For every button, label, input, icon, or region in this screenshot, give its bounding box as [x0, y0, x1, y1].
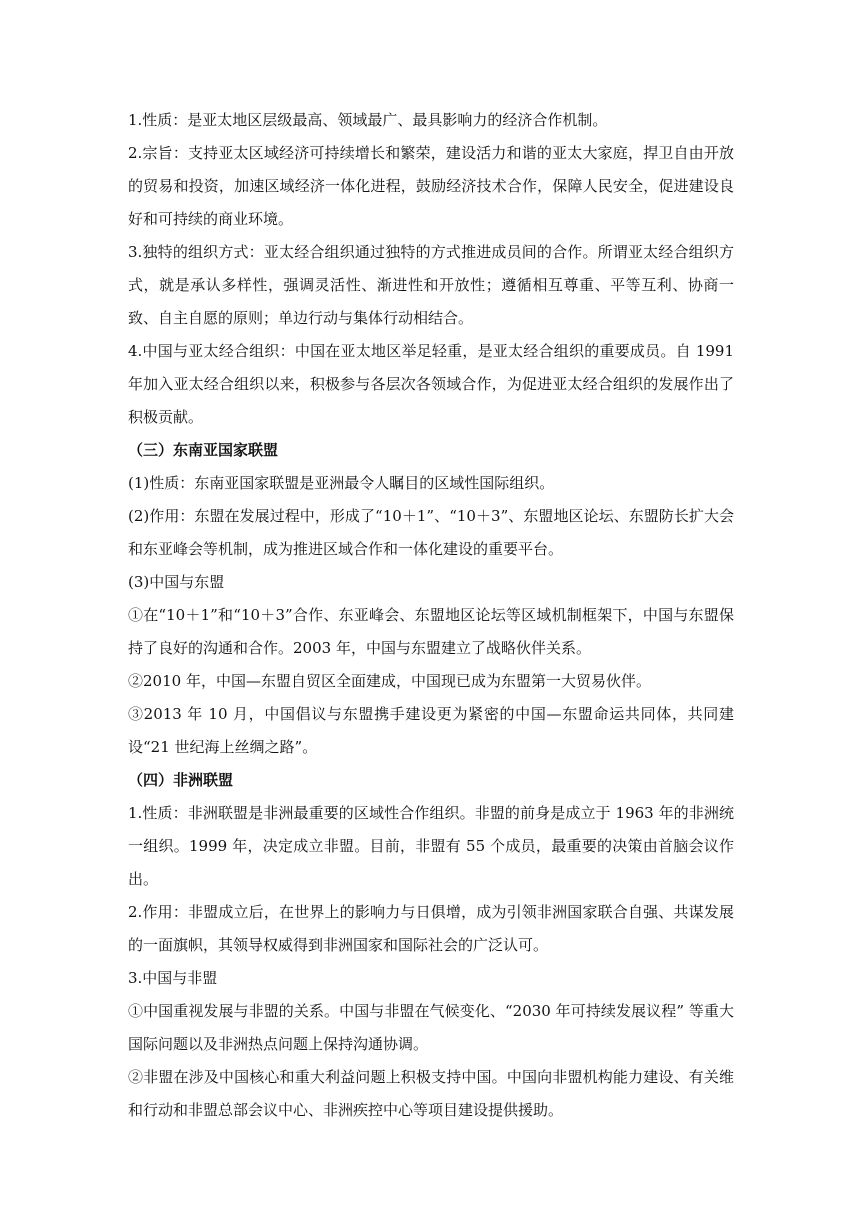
- asean-china-subheading: (3)中国与东盟: [128, 573, 225, 591]
- apec-china-paragraph: 4.中国与亚太经合组织：中国在亚太地区举足轻重，是亚太经合组织的重要成员。自 1991 年加入亚太经合组织以来，积极参与各层次各领域合作，为促进亚太经合组织的发展作出了积极贡献。: [128, 342, 734, 426]
- asean-heading: （三）东南亚国家联盟: [128, 441, 279, 459]
- asean-china-item-2: ②2010 年，中国—东盟自贸区全面建成，中国现已成为东盟第一大贸易伙伴。: [128, 672, 651, 690]
- au-heading: （四）非洲联盟: [128, 771, 234, 789]
- asean-nature-paragraph: (1)性质：东南亚国家联盟是亚洲最令人瞩目的区域性国际组织。: [128, 474, 555, 492]
- au-china-subheading: 3.中国与非盟: [128, 969, 218, 987]
- apec-nature-paragraph: 1.性质：是亚太地区层级最高、领域最广、最具影响力的经济合作机制。: [128, 111, 608, 129]
- au-nature-paragraph: 1.性质：非洲联盟是非洲最重要的区域性合作组织。非盟的前身是成立于 1963 年的非洲统一组织。1999 年，决定成立非盟。目前，非盟有 55 个成员，最重要的决策由首脑会议作出。: [128, 804, 734, 888]
- apec-approach-paragraph: 3.独特的组织方式：亚太经合组织通过独特的方式推进成员间的合作。所谓亚太经合组织方式，就是承认多样性，强调灵活性、渐进性和开放性；遵循相互尊重、平等互利、协商一致、自主自愿的原则；单边行动与集体行动相结合。: [128, 243, 734, 327]
- asean-role-paragraph: (2)作用：东盟在发展过程中，形成了“10＋1”、“10＋3”、东盟地区论坛、东盟防长扩大会和东亚峰会等机制，成为推进区域合作和一体化建设的重要平台。: [128, 507, 734, 558]
- au-role-paragraph: 2.作用：非盟成立后，在世界上的影响力与日俱增，成为引领非洲国家联合自强、共谋发展的一面旗帜，其领导权威得到非洲国家和国际社会的广泛认可。: [128, 903, 734, 954]
- au-china-item-2: ②非盟在涉及中国核心和重大利益问题上积极支持中国。中国向非盟机构能力建设、有关维和行动和非盟总部会议中心、非洲疾控中心等项目建设提供援助。: [128, 1068, 734, 1119]
- document-body: [128, 104, 734, 1127]
- apec-purpose-paragraph: 2.宗旨：支持亚太区域经济可持续增长和繁荣，建设活力和谐的亚太大家庭，捍卫自由开放的贸易和投资，加速区域经济一体化进程，鼓励经济技术合作，保障人民安全，促进建设良好和可持续的商业环境。: [128, 144, 734, 228]
- asean-china-item-1: ①在“10＋1”和“10＋3”合作、东亚峰会、东盟地区论坛等区域机制框架下，中国与东盟保持了良好的沟通和合作。2003 年，中国与东盟建立了战略伙伴关系。: [128, 606, 734, 657]
- asean-china-item-3: ③2013 年 10 月，中国倡议与东盟携手建设更为紧密的中国—东盟命运共同体，共同建设“21 世纪海上丝绸之路”。: [128, 705, 734, 756]
- au-china-item-1: ①中国重视发展与非盟的关系。中国与非盟在气候变化、“2030 年可持续发展议程” 等重大国际问题以及非洲热点问题上保持沟通协调。: [128, 1002, 734, 1053]
